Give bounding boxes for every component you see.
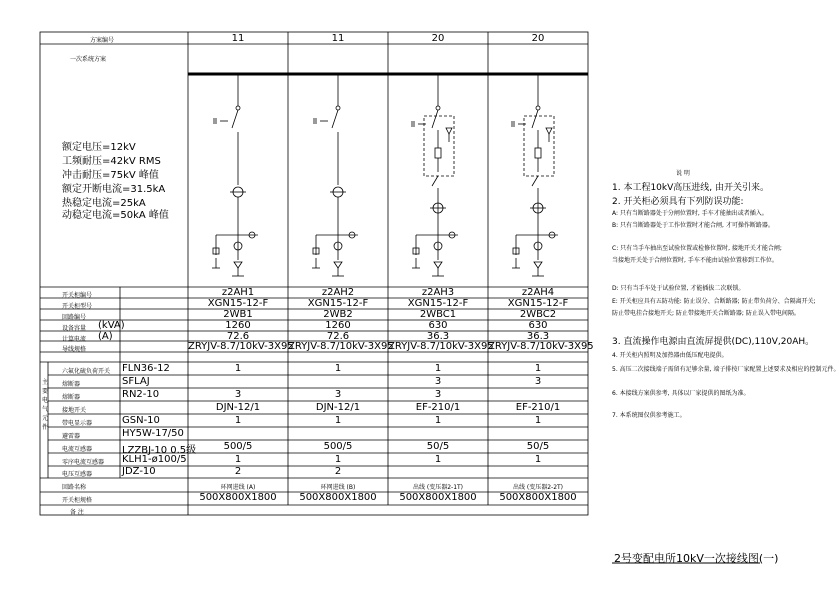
cable-spec: ZRYJV-8.7/10kV-3X95 — [388, 341, 494, 352]
row-label-model: 开关柜型号 — [62, 303, 93, 310]
earth-switch: EF-210/1 — [415, 402, 461, 413]
fuse-qty: 3 — [234, 389, 242, 400]
earth-switch: DJN-12/1 — [315, 402, 361, 413]
cabinet-no: z2AH1 — [221, 287, 255, 298]
rating-thermal: 热稳定电流=25kA — [62, 198, 146, 209]
scheme-value-3: 20 — [431, 33, 445, 44]
cabinet-no: z2AH4 — [521, 287, 555, 298]
load-switch-qty: 1 — [234, 363, 242, 374]
arrester-qty: 3 — [534, 376, 542, 387]
calc-current: 36.3 — [526, 331, 550, 342]
vt-qty: 2 — [334, 466, 342, 477]
row-label-cable: 导线规格 — [62, 346, 87, 353]
cable-spec: ZRYJV-8.7/10kV-3X95 — [188, 341, 294, 352]
row-label-loop-name: 回路名称 — [62, 484, 87, 491]
note-4: 4. 开关柜内照明及加热器由低压配电提供。 — [612, 352, 728, 359]
scheme-no-label: 方案编号 — [90, 37, 115, 44]
cabinet-size: 500X800X1800 — [299, 492, 377, 503]
row-label-capacity-unit: (kVA) — [98, 320, 125, 331]
note-5: 5. 高压二次接线端子需留有足够余量, 端子排按厂家配置上述要求及相应的控制元件。 — [612, 366, 839, 373]
row-label-cabinet-no: 开关柜编号 — [62, 292, 93, 299]
zct-qty: 1 — [534, 454, 542, 465]
note-6: 6. 本接线方案供参考, 具体以厂家提供的图纸为准。 — [612, 390, 750, 397]
calc-current: 72.6 — [326, 331, 350, 342]
rating-voltage: 额定电压=12kV — [62, 142, 136, 153]
equip-model-5: GSN-10 — [122, 415, 160, 426]
equip-name-1: 六氟化硫负荷开关 — [62, 368, 111, 375]
loop-no: 2WBC2 — [519, 309, 557, 320]
earth-switch: DJN-12/1 — [215, 402, 261, 413]
note-2a: A: 只有当断路器处于分闸位置时, 手车才能抽出或者插入。 — [612, 210, 768, 217]
diagram-label: 一次系统方案 — [70, 56, 107, 63]
loop-no: 2WB1 — [223, 309, 253, 320]
cabinet-model: XGN15-12-F — [207, 298, 269, 309]
earth-switch: EF-210/1 — [515, 402, 561, 413]
ct-ratio: 50/5 — [526, 441, 550, 452]
equip-name-3: 熔断器 — [62, 394, 81, 401]
cabinet-no: z2AH2 — [321, 287, 355, 298]
loop-no: 2WB2 — [323, 309, 353, 320]
rating-dynamic: 动稳定电流=50kA 峰值 — [62, 210, 169, 221]
note-2d: D: 只有当手车处于试验位置, 才能插拔二次联锁。 — [612, 285, 745, 292]
zct-qty: 1 — [434, 454, 442, 465]
indicator-qty: 1 — [434, 415, 442, 426]
rating-impulse: 冲击耐压=75kV 峰值 — [62, 170, 159, 181]
note-2c-cont: 当接地开关处于合闸位置时, 手车不能由试验位置移到工作位。 — [612, 257, 778, 264]
calc-current: 36.3 — [426, 331, 450, 342]
fuse-qty: 3 — [334, 389, 342, 400]
equipment-group-label: 主要电气元件 — [42, 379, 49, 431]
cabinet-no: z2AH3 — [421, 287, 455, 298]
note-2c: C: 只有当手车抽出至试验位置或检修位置时, 接地开关才能合闸; — [612, 245, 782, 252]
loop-name: 环网进线 (B) — [320, 484, 356, 491]
equip-model-2: SFLAJ — [122, 376, 150, 387]
loop-name: 出线 (变压器2-2T) — [512, 484, 564, 491]
loop-no: 2WBC1 — [419, 309, 457, 320]
row-label-size: 开关柜规格 — [62, 497, 93, 504]
cabinet-model: XGN15-12-F — [507, 298, 569, 309]
loop-name: 出线 (变压器2-1T) — [412, 484, 464, 491]
capacity: 630 — [528, 320, 548, 331]
load-switch-qty: 1 — [334, 363, 342, 374]
zct-qty: 1 — [334, 454, 342, 465]
cable-spec: ZRYJV-8.7/10kV-3X95 — [288, 341, 394, 352]
scheme-value-4: 20 — [531, 33, 545, 44]
vt-qty: 2 — [234, 466, 242, 477]
fuse-qty: 3 — [434, 389, 442, 400]
equip-model-6: HY5W-17/50 — [122, 428, 184, 439]
note-3: 3. 直流操作电源由直流屏提供(DC),110V,20AH。 — [612, 337, 815, 347]
equip-name-4: 接地开关 — [62, 407, 87, 414]
ct-ratio: 50/5 — [426, 441, 450, 452]
equip-model-3: RN2-10 — [122, 389, 160, 400]
equip-model-8: KLH1-ø100/5 — [122, 454, 187, 465]
cabinet-size: 500X800X1800 — [499, 492, 577, 503]
note-2e: E: 开关柜应具有五防功能: 防止误分、合断路器; 防止带负荷分、合隔离开关; — [612, 298, 816, 305]
row-label-remark: 备 注 — [70, 509, 84, 516]
schematic-panel-1 — [212, 74, 258, 276]
equip-model-9: JDZ-10 — [122, 466, 156, 477]
cable-spec: ZRYJV-8.7/10kV-3X95 — [488, 341, 594, 352]
rating-breaking: 额定开断电流=31.5kA — [62, 184, 166, 195]
row-label-loop: 回路编号 — [62, 314, 87, 321]
indicator-qty: 1 — [534, 415, 542, 426]
indicator-qty: 1 — [334, 415, 342, 426]
cabinet-model: XGN15-12-F — [407, 298, 469, 309]
ct-ratio: 500/5 — [223, 441, 253, 452]
row-label-current: 计算电流 — [62, 336, 87, 343]
equip-name-6: 避雷器 — [62, 433, 81, 440]
loop-name: 环网进线 (A) — [220, 484, 256, 491]
equip-model-1: FLN36-12 — [122, 363, 170, 374]
capacity: 630 — [428, 320, 448, 331]
equip-name-9: 电压互感器 — [62, 471, 93, 478]
note-7: 7. 本系统图仅供参考施工。 — [612, 412, 686, 419]
capacity: 1260 — [325, 320, 351, 331]
capacity: 1260 — [225, 320, 251, 331]
equip-model-7: LZZBJ-10 0.5级 — [122, 445, 197, 456]
panel-schematics — [212, 74, 558, 276]
schematic-panel-2 — [312, 74, 358, 276]
equip-name-8: 零序电流互感器 — [62, 459, 105, 466]
row-label-current-unit: (A) — [98, 331, 113, 342]
equip-name-5: 带电显示器 — [62, 420, 93, 427]
indicator-qty: 1 — [234, 415, 242, 426]
cabinet-model: XGN15-12-F — [307, 298, 369, 309]
note-2e-cont: 防止带电挂合接地开关; 防止带接地开关合断路器; 防止误入带电间隔。 — [612, 310, 800, 317]
note-1: 1. 本工程10kV高压进线, 由开关引来。 — [612, 183, 769, 193]
cabinet-size: 500X800X1800 — [399, 492, 477, 503]
zct-qty: 1 — [234, 454, 242, 465]
load-switch-qty: 1 — [534, 363, 542, 374]
scheme-value-1: 11 — [231, 33, 245, 44]
equip-name-7: 电流互感器 — [62, 446, 93, 453]
cabinet-size: 500X800X1800 — [199, 492, 277, 503]
note-2b: B: 只有当断路器处于工作位置时才能合闸, 才可操作断路器。 — [612, 222, 774, 229]
calc-current: 72.6 — [226, 331, 250, 342]
load-switch-qty: 1 — [434, 363, 442, 374]
rating-withstand: 工频耐压=42kV RMS — [62, 156, 161, 167]
scheme-value-2: 11 — [331, 33, 345, 44]
schematic-panel-3 — [412, 74, 458, 276]
equip-name-2: 熔断器 — [62, 381, 81, 388]
drawing-title: 2号变配电所10kV一次接线图(一) — [614, 552, 779, 565]
schematic-panel-4 — [512, 74, 558, 276]
note-2: 2. 开关柜必须具有下列防误功能: — [612, 197, 744, 207]
ct-ratio: 500/5 — [323, 441, 353, 452]
notes-title: 说 明 — [676, 170, 690, 177]
row-label-capacity: 设备容量 — [62, 325, 87, 332]
arrester-qty: 3 — [434, 376, 442, 387]
